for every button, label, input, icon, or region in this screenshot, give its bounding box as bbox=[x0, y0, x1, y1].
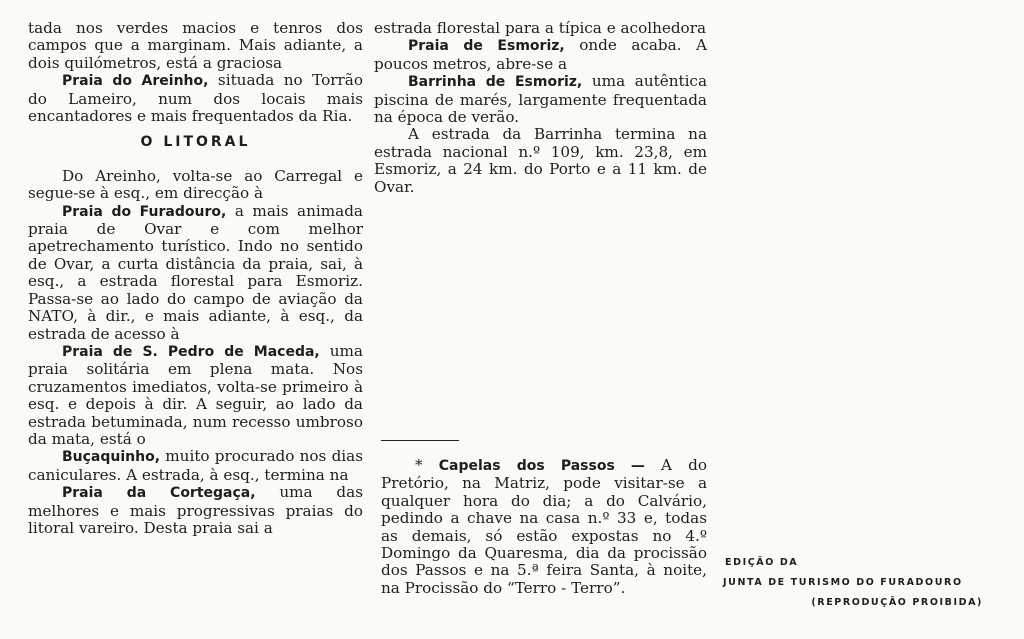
paragraph bbox=[28, 484, 363, 537]
right-column bbox=[374, 20, 707, 196]
place-name: Praia do Furadouro, bbox=[62, 203, 227, 220]
paragraph-text: situada no Torrão do Lameiro, num dos locais mais encantadores e mais frequentados da Ria. bbox=[28, 71, 363, 126]
paragraph: Do Areinho, volta-se ao Carregal e segue-se à esq., em direcção à bbox=[28, 166, 363, 203]
footnote-marker: * bbox=[415, 456, 439, 474]
place-name: Barrinha de Esmoriz, bbox=[408, 74, 583, 91]
left-column bbox=[28, 20, 363, 537]
place-name: Praia do Areinho, bbox=[62, 73, 209, 90]
paragraph-text: a mais animada praia de Ovar e com melhor apetrechamento turístico. Indo no sentido de Ovar, a curta distância da praia, sai, à esq., a estrada florestal para Esmoriz. Passa-se ao lado do campo de aviação da NATO, à dir., e mais adiante, à esq., da estrada de acesso à bbox=[28, 201, 363, 343]
paragraph bbox=[28, 72, 363, 125]
edition-label: EDIÇÃO DA bbox=[725, 557, 799, 568]
paragraph: A estrada da Barrinha termina na estrada nacional n.º 109, km. 23,8, em Esmoriz, a 24 km. do Porto e a 11 km. de Ovar. bbox=[374, 125, 707, 196]
footnote-paragraph bbox=[381, 457, 707, 597]
section-heading: O LITORAL bbox=[140, 134, 251, 151]
publisher-name: JUNTA DE TURISMO DO FURADOURO bbox=[723, 577, 963, 588]
edition-imprint bbox=[723, 553, 985, 613]
footnote-title: Capelas dos Passos — bbox=[438, 458, 645, 474]
paragraph-text: onde acaba. A poucos metros, abre-se a bbox=[374, 36, 707, 73]
place-name: Praia de S. Pedro de Maceda, bbox=[62, 343, 320, 360]
footnote-text: A do Pretório, na Matriz, pode visitar-se a qualquer hora do dia; a do Calvário, pedindo a chave na casa n.º 33 e, todas as demais, só estão expostas no 4.º Domingo da Quaresma, dia da procissão dos Passos e na 5.ª feira Santa, à noite, na Procissão do “Terro - Terro”. bbox=[381, 456, 707, 597]
place-name: Praia de Esmoriz, bbox=[408, 38, 565, 55]
paragraph bbox=[374, 37, 707, 73]
paragraph bbox=[28, 203, 363, 343]
paragraph bbox=[374, 73, 707, 126]
paragraph-text: uma das melhores e mais progressivas praias do litoral vareiro. Desta praia sai a bbox=[28, 483, 363, 537]
paragraph bbox=[28, 343, 363, 448]
paragraph-text: muito procurado nos dias caniculares. A estrada, à esq., termina na bbox=[28, 447, 363, 484]
footnote bbox=[381, 457, 707, 597]
place-name: Praia da Cortegaça, bbox=[62, 485, 256, 502]
paragraph bbox=[28, 448, 363, 484]
paragraph-text: uma praia solitária em plena mata. Nos cruzamentos imediatos, volta-se primeiro à esq. e depois à dir. A seguir, ao lado da estrada betuminada, num recesso umbroso da mata, está o bbox=[28, 341, 363, 448]
paragraph-text: uma autêntica piscina de marés, largamente frequentada na época de verão. bbox=[374, 72, 707, 127]
paragraph: estrada florestal para a típica e acolhedora bbox=[374, 19, 707, 37]
paragraph: tada nos verdes macios e tenros dos campos que a marginam. Mais adiante, a dois quilómetros, está a graciosa bbox=[28, 19, 363, 72]
place-name: Buçaquinho, bbox=[62, 449, 161, 466]
reproduction-notice: (REPRODUÇÃO PROIBIDA) bbox=[811, 597, 983, 608]
footnote-divider bbox=[381, 440, 459, 441]
